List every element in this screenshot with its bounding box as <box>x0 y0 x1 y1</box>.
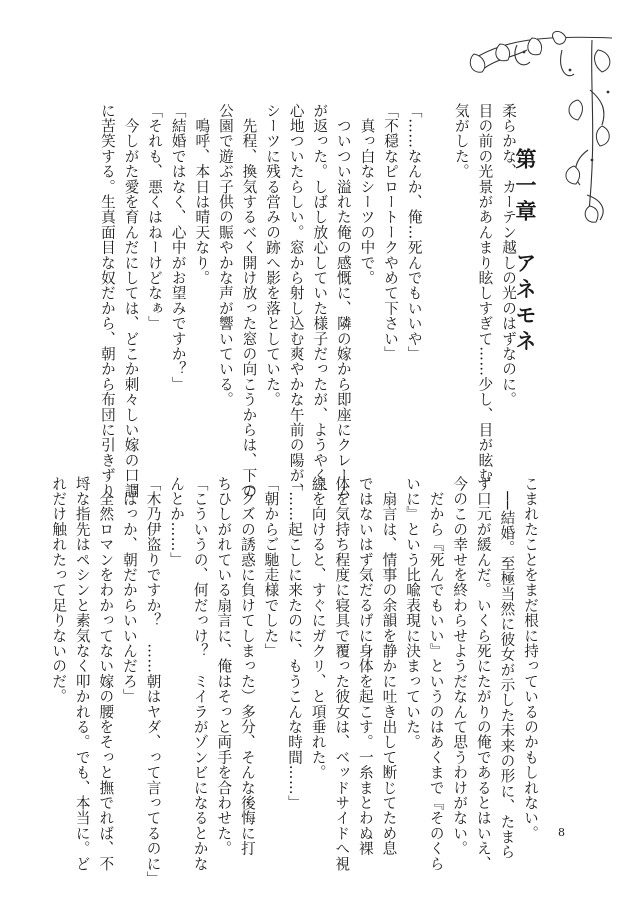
text-line: 柔らかな、カーテン越しの光のはずなのに。 <box>500 103 517 407</box>
text-line: 線を向けると、すぐにガクリ、と項垂れた。 <box>309 476 327 780</box>
text-line: 全然ロマンをわかってない嫁の腰をそっと撫でれば、不 <box>97 476 115 872</box>
chapter-title: 第一章 アネモネ <box>513 148 538 356</box>
text-line: 「それも、悪くはねーけどなぁ」 <box>146 103 164 331</box>
text-line: 公園で遊ぶ子供の賑やかな声が響いている。 <box>216 103 234 407</box>
text-line: 今のこの幸せを終わらせようだなんて思うわけがない。 <box>451 476 469 856</box>
text-block-lower <box>50 476 542 887</box>
page-number: 8 <box>558 826 565 839</box>
text-line: 体を気持ち程度に寝具で覆った彼女は、ベッドサイドへ視 <box>333 476 351 872</box>
text-block-upper <box>98 103 520 499</box>
text-line: 「ばっか、朝だからいいんだろ」 <box>120 476 138 704</box>
text-line: ちひしがれている扇言に、俺はそっと両手を合わせた。 <box>215 476 233 856</box>
text-line: 気がした。 <box>452 103 470 179</box>
text-line: シーツに残る営みの跡へ影を落としていた。 <box>264 103 282 407</box>
text-line: 扇言は、情事の余韻を静かに吐き出して断じてため息 <box>380 476 398 856</box>
text-line: ──結婚。至極当然に彼女が示した未来の形に、たまら <box>498 476 516 860</box>
text-line: 鳴呼、本日は晴天なり。 <box>193 103 211 286</box>
text-line: に苦笑する。生真面目な奴だから、朝から布団に引きずり <box>98 103 116 499</box>
text-line: 「……なんか、俺…死んでもいいや」 <box>405 103 423 362</box>
text-line: 目の前の光景があんまり眩しすぎて……少し、目が眩む <box>476 103 494 483</box>
text-line: んとか……」 <box>168 476 186 568</box>
text-line: れだけ触れたって足りないのだ。 <box>50 476 68 704</box>
text-line: 「……起こしに来たのに、もうこんな時間……」 <box>286 476 304 811</box>
text-line: いに』という比喩表現に決まっていた。 <box>404 476 422 750</box>
text-line: ではないはず気だるげに身体を起こす。一糸まとわぬ裸 <box>356 476 374 856</box>
text-line: だから『死んでもいい』というのはあくまで『そのくら <box>427 476 445 872</box>
text-line: ず口元が緩んだ。いくら死にたがりの俺であるとはいえ、 <box>474 476 492 872</box>
text-line: （クズの誘惑に負けてしまった）多分、そんな後悔に打 <box>238 476 256 856</box>
text-line: 「こういうの、何だっけ？ ミイラがゾンビになるとかな <box>191 476 209 872</box>
text-line: 先程、換気するべく開け放った窓の向こうからは、下の <box>240 103 258 499</box>
text-line: 「朝からご馳走様でした」 <box>262 476 280 659</box>
text-line: 今しがた愛を育んだにしては、どこか刺々しい嫁の口調 <box>122 103 140 499</box>
text-line: 真っ白なシーツの中で。 <box>358 103 376 286</box>
text-line: 埒な指先はペシンと素気なく叩かれる。でも、本当に。ど <box>73 476 91 872</box>
text-line: 「結婚ではなく、心中がお望みですか？」 <box>169 103 187 392</box>
text-line: が返った。しばし放心していた様子だったが、ようやく一 <box>311 103 329 499</box>
text-line: こまれたことをまだ根に持っているのかもしれない。 <box>522 476 539 841</box>
text-line: 心地ついたらしい。窓から射し込む爽やかな午前の陽が、 <box>287 103 305 499</box>
text-line: 「不穏なピロートークやめて下さい」 <box>382 103 400 362</box>
text-line: ついつい溢れた俺の感慨に、隣の嫁から即座にクレーム <box>334 103 352 499</box>
text-line-blank <box>426 103 450 438</box>
text-line: 「木乃伊盗りですか？ ……朝はヤダ、って言ってるのに」 <box>144 476 162 887</box>
